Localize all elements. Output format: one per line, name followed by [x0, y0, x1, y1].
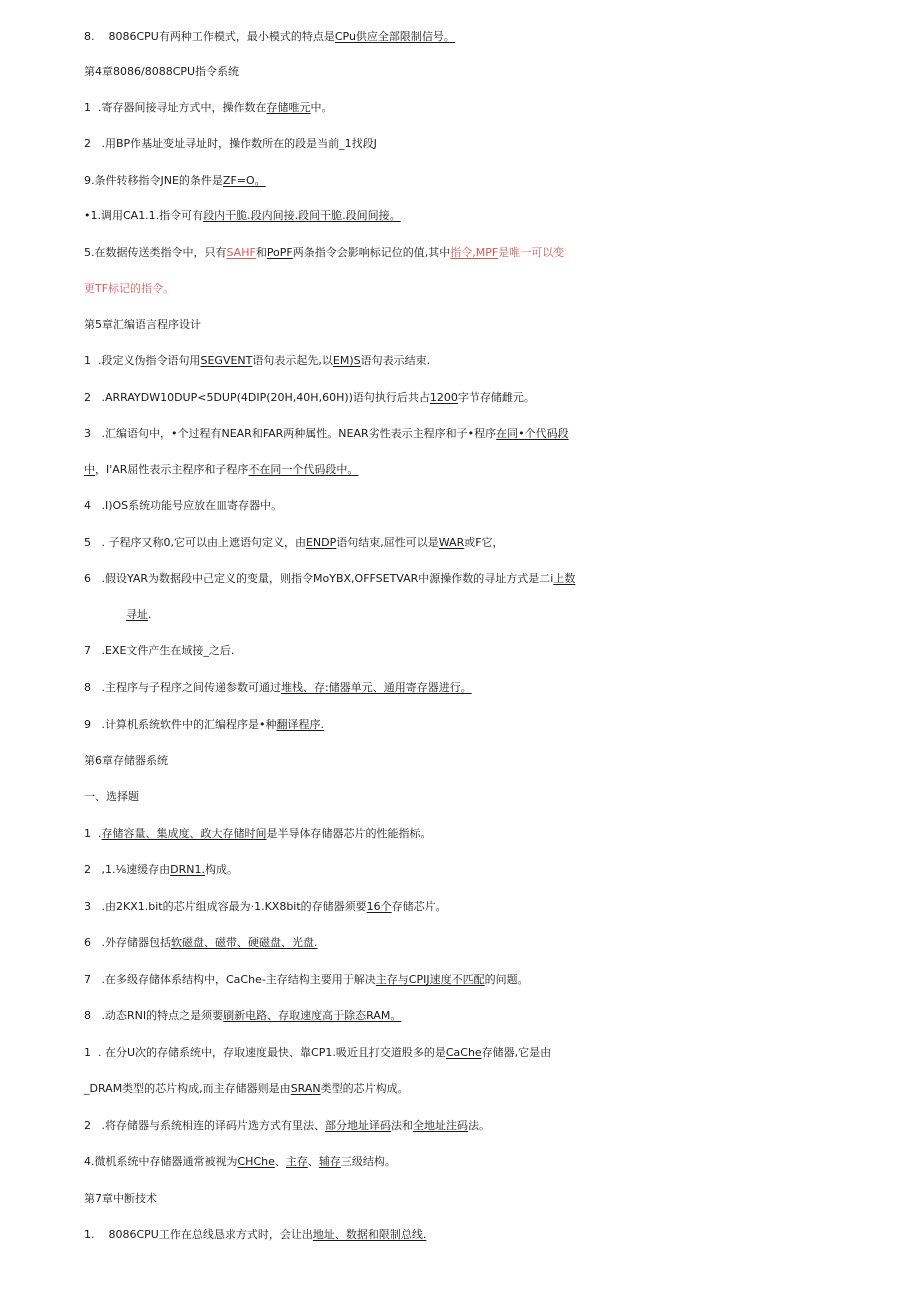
text-segment: 6 .外存储器包括 [84, 936, 171, 949]
text-line [0, 205, 920, 227]
text-line [0, 1005, 920, 1027]
text-segment: 第7章中断技术 [84, 1192, 157, 1205]
text-line [0, 932, 920, 954]
text-segment: 8 .动态RNI的特点之是须要 [84, 1009, 224, 1022]
text-segment: 存储器,它是由 [481, 1046, 552, 1059]
text-line [0, 423, 920, 445]
text-segment: 的问题。 [484, 973, 529, 986]
underlined-answer: SEGVENT [200, 354, 253, 367]
text-segment: 7 .EXE文件产生在域接_之后. [84, 644, 235, 657]
text-segment: 1 . 在分U次的存储系统中，存取速度最快、靠CP1.吸近且打交道股多的是 [84, 1046, 446, 1059]
underlined-answer: CPu供应全部限制信号。 [334, 30, 455, 43]
text-segment: 2 .用BP作基址变址寻址时，操作数所在的段是当前_1找段J [84, 137, 377, 150]
text-segment: 4.微机系统中存储器通常被视为 [84, 1155, 238, 1168]
underlined-answer: ZF=O。 [222, 174, 266, 187]
text-segment: 第5章汇编语言程序设计 [84, 318, 201, 331]
text-segment: 2 .ARRAYDW10DUP<5DUP(4DIP(20H,40H,60H))语句执行后共占 [84, 391, 430, 404]
text-segment: 7 .在多级存储体系结构中，CaChe-主存结构主要用于解决 [84, 973, 376, 986]
underlined-answer: 软磁盘、磁带、硬磁盘、光盘. [171, 936, 318, 949]
text-segment: 8 .主程序与子程序之间传递参数可通过 [84, 681, 281, 694]
text-line [0, 677, 920, 699]
text-segment: 、 [307, 1155, 319, 1168]
text-line [0, 350, 920, 372]
underlined-answer: ENDP [305, 536, 337, 549]
text-line [0, 1224, 920, 1246]
text-segment: 语句表示结束. [360, 354, 431, 367]
text-line [0, 61, 920, 83]
text-segment: 法。 [467, 1119, 490, 1132]
text-segment: 和 [255, 246, 267, 259]
text-segment: _DRAM类型的芯片构成,而主存储器则是由 [84, 1082, 291, 1095]
text-line [0, 532, 920, 554]
underlined-answer: 中 [84, 463, 95, 476]
text-segment: 语句结束,屈性可以是 [336, 536, 439, 549]
text-segment: 是唯一可以变 [498, 246, 565, 259]
text-segment: 1 .段定义伪指令语句用 [84, 354, 201, 367]
underlined-answer: SRAN [290, 1082, 321, 1095]
text-line [0, 859, 920, 881]
text-line [0, 242, 920, 264]
underlined-answer: 存储唯元 [266, 101, 311, 114]
text-segment: •1.调用CA1.1.指令可有 [84, 209, 204, 222]
text-line [0, 896, 920, 918]
underlined-answer: 在同•个代码段 [496, 427, 569, 440]
underlined-answer: 辅存 [318, 1155, 341, 1168]
text-line [0, 604, 920, 626]
underlined-answer: 指令,MPF [450, 246, 499, 259]
text-line [0, 387, 920, 409]
text-line [0, 1042, 920, 1064]
text-line [0, 568, 920, 590]
text-line [0, 495, 920, 517]
text-line [0, 714, 920, 736]
underlined-answer: SAHF [226, 246, 256, 259]
text-segment: 法和 [390, 1119, 413, 1132]
text-segment: 9.条件转移指令JNE的条件是 [84, 174, 223, 187]
text-segment: 语句表示起先,以 [252, 354, 333, 367]
text-segment: 一、选择题 [84, 790, 139, 803]
underlined-answer: 地址、数据和限制总线. [312, 1228, 427, 1241]
text-segment: 中。 [310, 101, 333, 114]
text-line [0, 26, 920, 48]
text-line [0, 459, 920, 481]
text-segment: 5 . 子程序又称0,它可以由上遮语句定义，由 [84, 536, 306, 549]
underlined-answer: WAR [438, 536, 465, 549]
text-line [0, 314, 920, 336]
underlined-answer: 寻址 [126, 608, 148, 621]
underlined-answer: 1200 [429, 391, 458, 404]
underlined-answer: 存储容量、集成度、政大存储时间 [101, 827, 267, 840]
text-segment: 2 .将存储器与系统相连的译码片选方式有里法、 [84, 1119, 325, 1132]
text-segment: 6 .假设YAR为数据段中己定义的变量，则指令MoYBX,OFFSETVAR中源操作数的寻址方式是二i [84, 572, 554, 585]
text-segment: 是半导体存储器芯片的性能指标。 [266, 827, 432, 840]
underlined-answer: 主存 [285, 1155, 308, 1168]
text-segment: . [148, 608, 152, 621]
text-segment: 第4章8086/8088CPU指令系统 [84, 65, 240, 78]
text-segment: 2 ,1.⅛速缓存由 [84, 863, 171, 876]
text-line [0, 170, 920, 192]
text-line [0, 786, 920, 808]
text-segment: 3 .由2KX1.bit的芯片组成容最为·1.KX8bit的存储器须要 [84, 900, 367, 913]
text-segment: 3 .汇编语句中，•个过程有NEAR和FAR两种属性。NEAR劣性表示主程序和子•程序 [84, 427, 497, 440]
underlined-answer: 主存与CPIJ速度不匹配 [375, 973, 485, 986]
underlined-answer: DRN1. [170, 863, 205, 876]
text-segment: 9 .计算机系统软件中的汇编程序是•种 [84, 718, 277, 731]
text-segment: 两条指令会影响标记位的值,其中 [292, 246, 451, 259]
underlined-answer: 段内干脆.段内间接.段间干脆.段间间接。 [203, 209, 401, 222]
text-segment: 或F它， [464, 536, 504, 549]
text-line [0, 278, 920, 300]
text-segment: 更TF标记的指令。 [84, 282, 175, 295]
underlined-answer: 16个 [366, 900, 392, 913]
text-line [0, 1115, 920, 1137]
text-segment: 第6章存储器系统 [84, 754, 168, 767]
underlined-answer: PoPF [266, 246, 293, 259]
underlined-answer: 不在同一个代码段中。 [248, 463, 359, 476]
underlined-answer: 上数 [553, 572, 576, 585]
text-line [0, 969, 920, 991]
text-segment: 1. 8086CPU工作在总线恳求方式时，会让出 [84, 1228, 313, 1241]
text-line [0, 97, 920, 119]
underlined-answer: 翻译程序. [276, 718, 324, 731]
text-line [0, 640, 920, 662]
text-line [0, 1078, 920, 1100]
text-segment: 、 [274, 1155, 286, 1168]
text-segment: 1 . [84, 827, 102, 840]
text-segment: 构成。 [205, 863, 238, 876]
text-segment: 字节存储雌元。 [457, 391, 535, 404]
text-segment: 三级结构。 [340, 1155, 396, 1168]
text-segment: 1 .寄存器间接寻址方式中，操作数在 [84, 101, 267, 114]
underlined-answer: 全地址注码 [412, 1119, 468, 1132]
underlined-answer: CHChe [237, 1155, 275, 1168]
text-segment: 存储芯片。 [391, 900, 447, 913]
text-line [0, 133, 920, 155]
underlined-answer: CaChe [445, 1046, 482, 1059]
text-segment: 4 .I)OS系统功能号应放在皿寄存器中。 [84, 499, 283, 512]
text-segment: 类型的芯片构成。 [320, 1082, 409, 1095]
text-line [0, 1151, 920, 1173]
text-segment: ，I'AR屈性表示主程序和子程序 [95, 463, 249, 476]
text-line [0, 823, 920, 845]
text-line [0, 750, 920, 772]
text-segment: 5.在数据传送类指令中，只有 [84, 246, 227, 259]
text-line [0, 1188, 920, 1210]
underlined-answer: 堆栈、存:储器单元、通用寄存器进行。 [280, 681, 472, 694]
underlined-answer: 部分地址译码 [324, 1119, 391, 1132]
underlined-answer: EM)S [332, 354, 361, 367]
underlined-answer: 刷新电路、存取速度高于除态RAM。 [223, 1009, 402, 1022]
text-segment: 8. 8086CPU有两种工作模式，最小模式的特点是 [84, 30, 335, 43]
